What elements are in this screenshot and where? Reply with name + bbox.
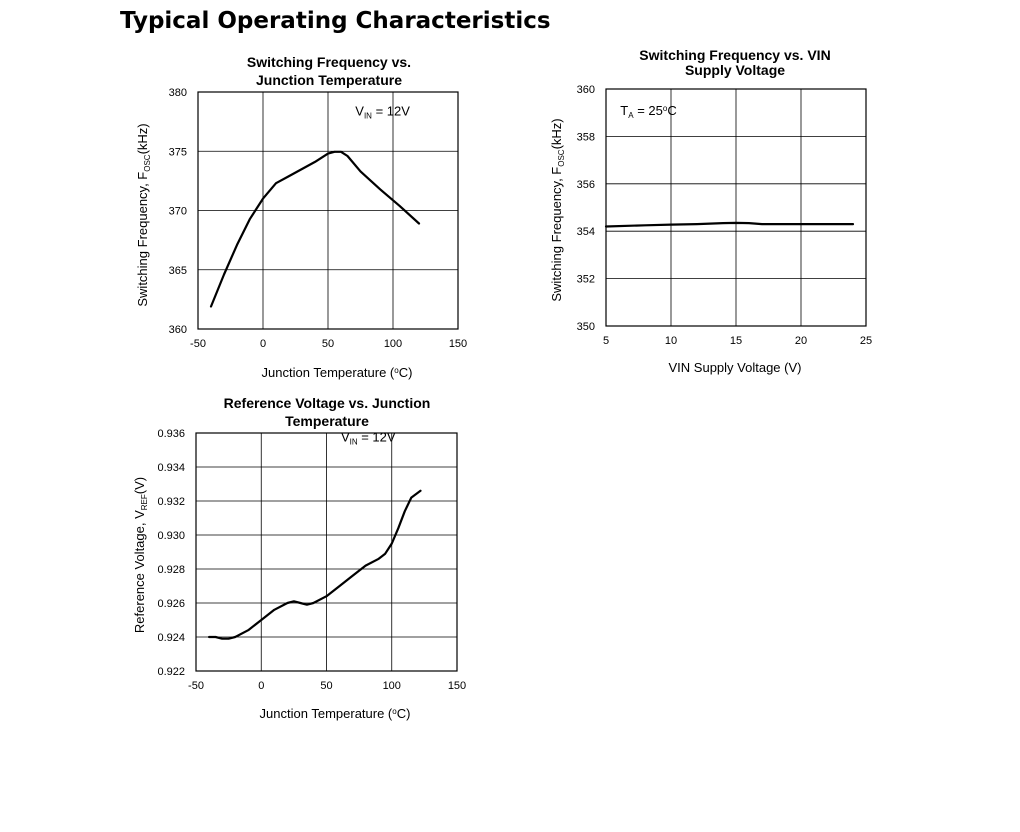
page-title: Typical Operating Characteristics xyxy=(120,8,551,34)
x-tick-label: 150 xyxy=(448,338,468,350)
x-tick-label: 100 xyxy=(382,680,401,692)
y-tick-label: 0.930 xyxy=(157,530,185,542)
y-tick-label: 360 xyxy=(168,324,187,336)
chart-title: Temperature xyxy=(285,413,369,429)
chart-title: Junction Temperature xyxy=(256,72,402,88)
y-tick-label: 0.924 xyxy=(157,632,185,644)
y-tick-label: 365 xyxy=(168,264,187,277)
chart-title: Switching Frequency vs. xyxy=(246,54,412,70)
x-tick-label: 20 xyxy=(794,335,808,347)
y-tick-label: 350 xyxy=(576,321,595,333)
y-tick-label: 352 xyxy=(576,273,595,286)
x-tick-label: 25 xyxy=(859,335,873,347)
y-tick-label: 0.936 xyxy=(157,428,185,440)
x-tick-label: -50 xyxy=(190,338,206,350)
y-tick-label: 380 xyxy=(168,87,187,99)
x-tick-label: -50 xyxy=(188,680,204,692)
x-axis-label: Junction Temperature ($^o$C) xyxy=(259,706,411,721)
y-tick-label: 0.926 xyxy=(157,598,185,610)
y-axis-label: Switching Frequency, $F_{OSC}(kHz)$ xyxy=(549,118,566,302)
x-tick-label: 10 xyxy=(664,335,678,347)
y-axis-label: Switching Frequency, $F_{OSC}(kHz)$ xyxy=(135,123,152,307)
y-tick-label: 370 xyxy=(168,205,187,218)
y-tick-label: 356 xyxy=(576,178,595,191)
x-tick-label: 15 xyxy=(729,335,743,347)
x-axis-label: VIN Supply Voltage (V) xyxy=(668,360,802,375)
y-tick-label: 354 xyxy=(576,226,595,239)
x-tick-label: 50 xyxy=(321,338,335,350)
series-line xyxy=(209,491,420,639)
chart-annotation: $V_{IN} = 12V$ xyxy=(355,103,410,121)
y-tick-label: 375 xyxy=(168,146,187,159)
chart-title: Switching Frequency vs. VIN xyxy=(639,47,831,63)
x-tick-label: 0 xyxy=(259,338,267,350)
x-tick-label: 0 xyxy=(258,680,265,692)
y-tick-label: 0.932 xyxy=(157,496,185,508)
y-tick-label: 0.934 xyxy=(157,462,185,474)
y-tick-label: 0.928 xyxy=(157,564,185,576)
x-tick-label: 100 xyxy=(383,338,403,350)
x-tick-label: 50 xyxy=(320,680,333,692)
x-tick-label: 150 xyxy=(447,680,467,692)
y-tick-label: 358 xyxy=(576,131,595,144)
chart-annotation: $T_A = 25^oC$ xyxy=(620,103,677,121)
x-tick-label: 5 xyxy=(602,335,610,347)
y-tick-label: 0.922 xyxy=(157,666,185,678)
x-axis-label: Junction Temperature ($^o$C) xyxy=(261,365,413,380)
y-axis-label: Reference Voltage, $V_{REF}(V)$ xyxy=(132,476,149,634)
y-tick-label: 360 xyxy=(576,84,595,96)
chart-title: Supply Voltage xyxy=(684,62,786,78)
chart-annotation: $V_{IN} = 12V$ xyxy=(340,429,396,447)
chart-title: Reference Voltage vs. Junction xyxy=(223,395,431,411)
